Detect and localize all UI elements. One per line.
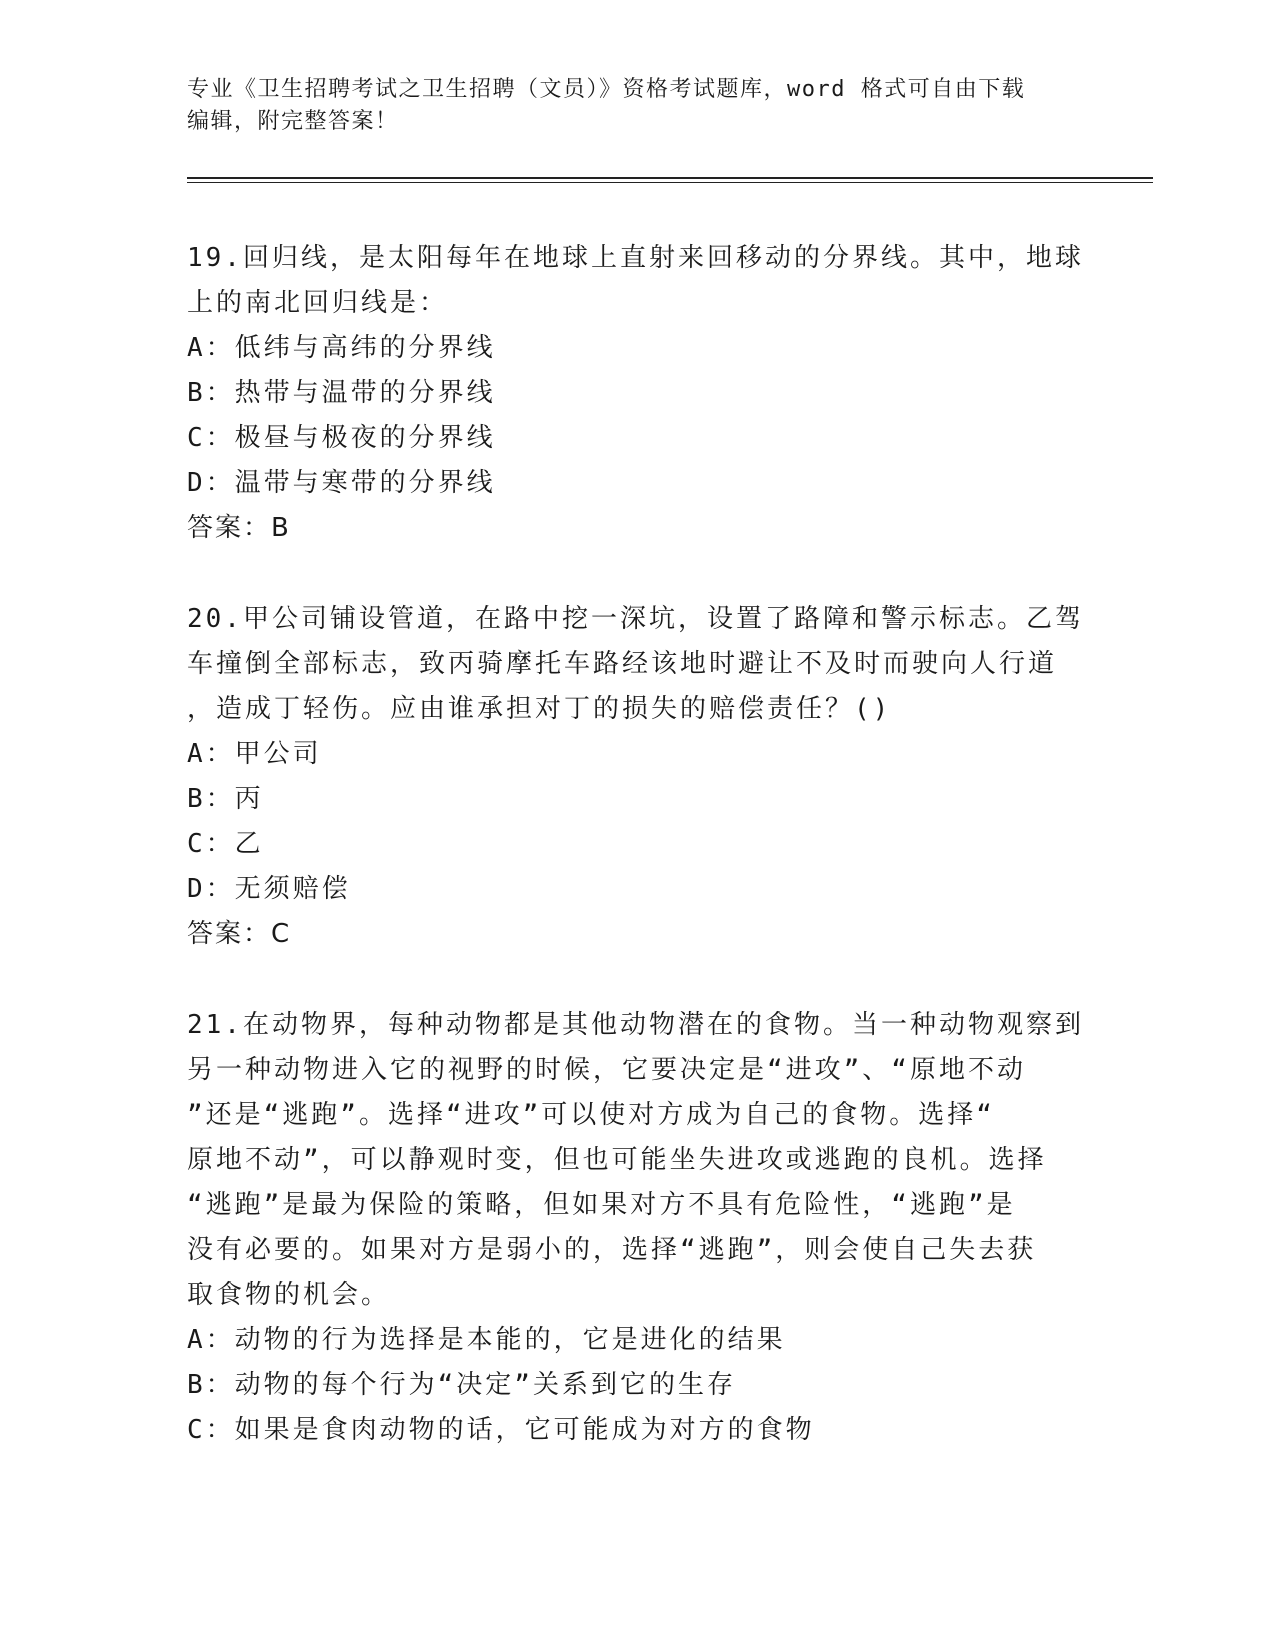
- answer-option: C：乙: [187, 829, 264, 859]
- question-block: [187, 1003, 1087, 1453]
- answer-option: C：极昼与极夜的分界线: [187, 423, 496, 453]
- answer-key: 答案：C: [187, 919, 292, 949]
- question-text-line: 取食物的机会。: [187, 1280, 391, 1310]
- question-text-line: 上的南北回归线是：: [187, 288, 449, 318]
- question-text-line: 20.甲公司铺设管道，在路中挖一深坑，设置了路障和警示标志。乙驾: [187, 604, 1084, 634]
- question-block: [187, 236, 1087, 551]
- header-divider-thin: [187, 182, 1153, 183]
- answer-option: B：丙: [187, 784, 264, 814]
- answer-key: 答案：B: [187, 513, 291, 543]
- question-block: [187, 597, 1087, 957]
- answer-option: B：热带与温带的分界线: [187, 378, 496, 408]
- answer-option: A：甲公司: [187, 739, 322, 769]
- header-divider-thick: [187, 177, 1153, 179]
- question-text-line: ，造成丁轻伤。应由谁承担对丁的损失的赔偿责任？(): [187, 694, 892, 724]
- header-line-1: 专业《卫生招聘考试之卫生招聘（文员）》资格考试题库，word 格式可自由下载: [187, 77, 1026, 102]
- question-text-line: “逃跑”是最为保险的策略，但如果对方不具有危险性，“逃跑”是: [187, 1190, 1016, 1220]
- question-text-line: 原地不动”，可以静观时变，但也可能坐失进攻或逃跑的良机。选择: [187, 1145, 1047, 1175]
- question-text-line: 车撞倒全部标志，致丙骑摩托车路经该地时避让不及时而驶向人行道: [187, 649, 1058, 679]
- answer-option: D：无须赔偿: [187, 874, 351, 904]
- answer-option: A：低纬与高纬的分界线: [187, 333, 496, 363]
- header-line-2: 编辑，附完整答案！: [187, 109, 399, 134]
- document-header: [187, 74, 1087, 138]
- question-text-line: ”还是“逃跑”。选择“进攻”可以使对方成为自己的食物。选择“: [187, 1100, 995, 1130]
- question-text-line: 没有必要的。如果对方是弱小的，选择“逃跑”，则会使自己失去获: [187, 1235, 1037, 1265]
- question-text-line: 21.在动物界，每种动物都是其他动物潜在的食物。当一种动物观察到: [187, 1010, 1084, 1040]
- answer-option: C：如果是食肉动物的话，它可能成为对方的食物: [187, 1415, 815, 1445]
- question-text-line: 另一种动物进入它的视野的时候，它要决定是“进攻”、“原地不动: [187, 1055, 1026, 1085]
- answer-option: B：动物的每个行为“决定”关系到它的生存: [187, 1370, 736, 1400]
- question-list: [187, 236, 1087, 1499]
- answer-option: A：动物的行为选择是本能的，它是进化的结果: [187, 1325, 786, 1355]
- question-text-line: 19.回归线，是太阳每年在地球上直射来回移动的分界线。其中，地球: [187, 243, 1084, 273]
- answer-option: D：温带与寒带的分界线: [187, 468, 496, 498]
